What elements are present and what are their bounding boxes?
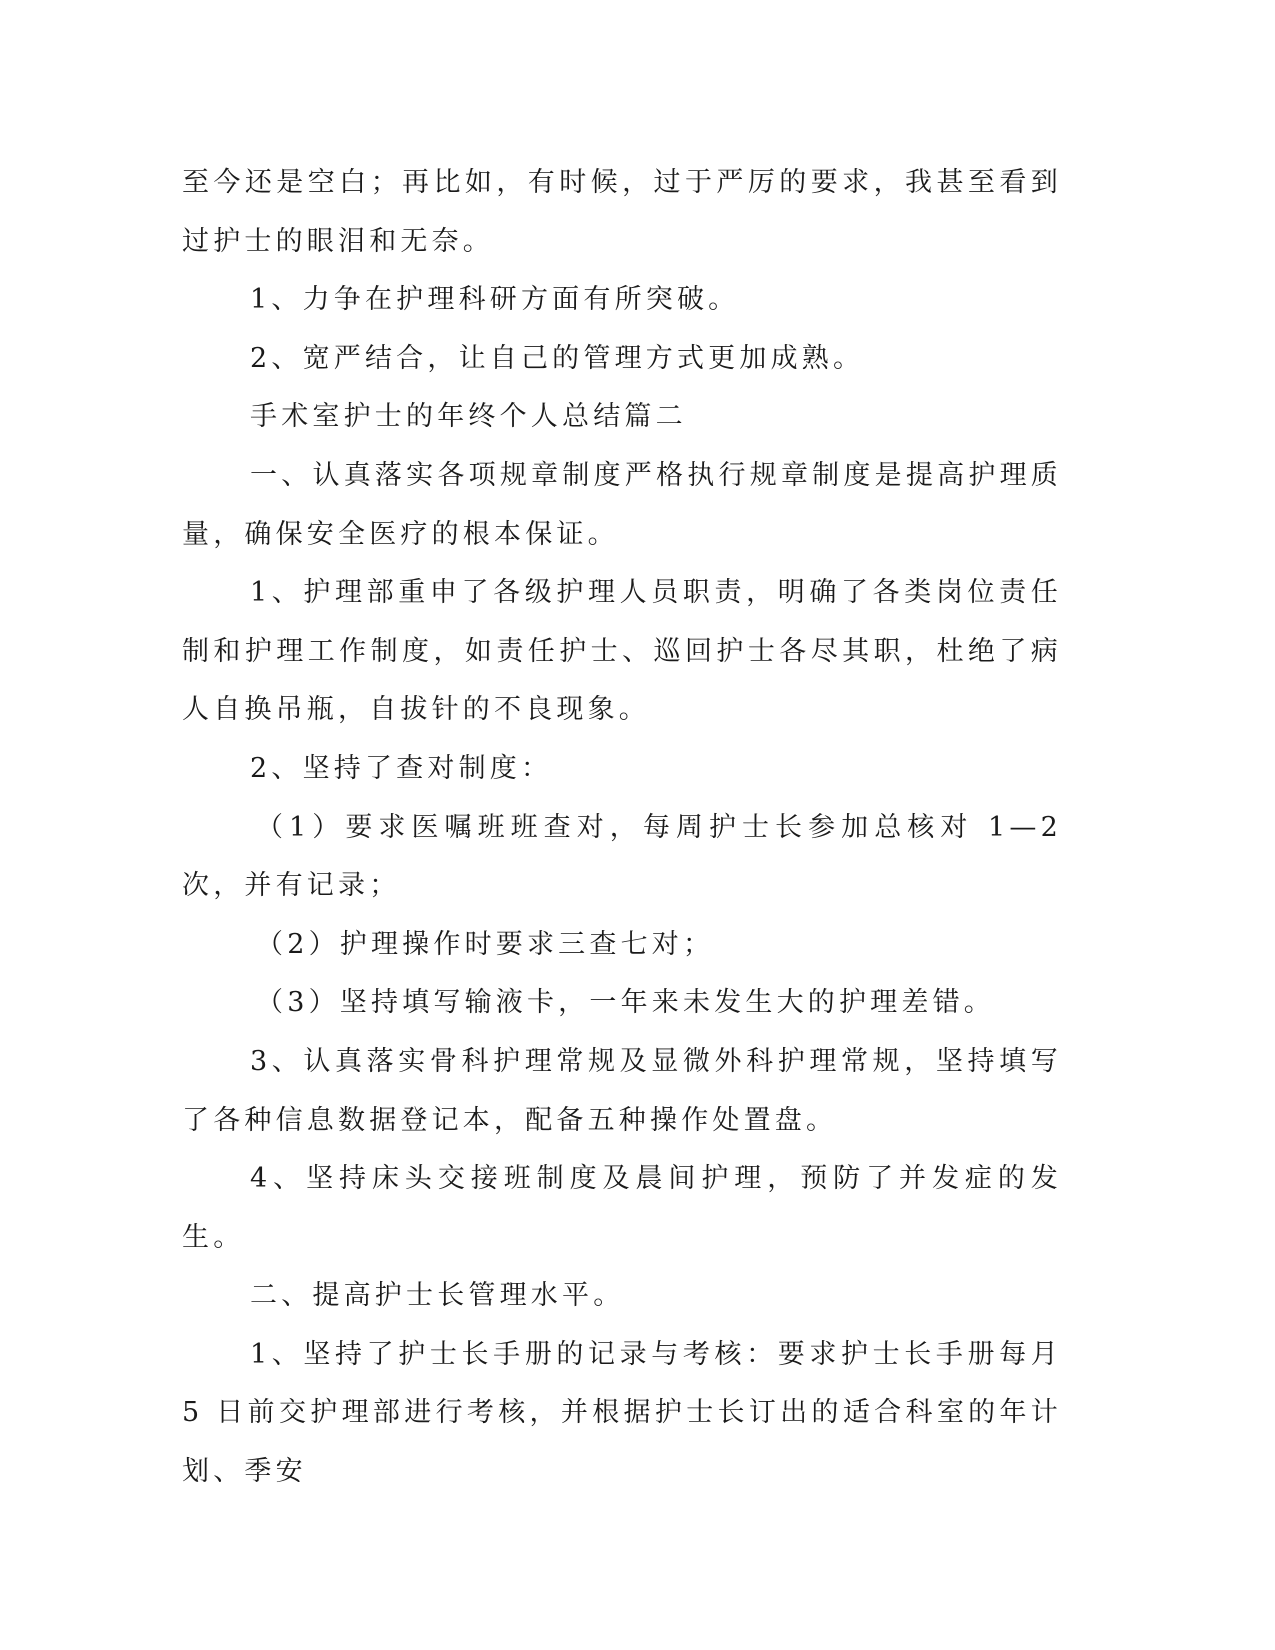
sub-list-item: （2）护理操作时要求三查七对； [256, 928, 715, 960]
list-item: 4、坚持床头交接班制度及晨间护理，预防了并发症的发生。 [182, 1163, 1062, 1253]
list-item: 1、坚持了护士长手册的记录与考核：要求护士长手册每月 5 日前交护理部进行考核，并根据护士长订出的适合科室的年计划、季安 [182, 1338, 1062, 1488]
list-item: 2、宽严结合，让自己的管理方式更加成熟。 [250, 342, 865, 374]
section-point: 一、认真落实各项规章制度严格执行规章制度是提高护理质量，确保安全医疗的根本保证。 [182, 459, 1062, 550]
section-point: 二、提高护士长管理水平。 [250, 1280, 625, 1312]
sub-list-item: （3）坚持填写输液卡，一年来未发生大的护理差错。 [256, 987, 995, 1019]
document-body [182, 154, 1062, 1502]
list-item: 2、坚持了查对制度： [250, 752, 553, 784]
list-item: 3、认真落实骨科护理常规及显微外科护理常规，坚持填写了各种信息数据登记本，配备五种操作处置盘。 [182, 1045, 1062, 1136]
list-item: 1、护理部重申了各级护理人员职责，明确了各类岗位责任制和护理工作制度，如责任护士、巡回护士各尽其职，杜绝了病人自换吊瓶，自拔针的不良现象。 [182, 577, 1062, 726]
sub-list-item: （1）要求医嘱班班查对，每周护士长参加总核对 1—2 次，并有记录； [182, 811, 1062, 902]
section-heading: 手术室护士的年终个人总结篇二 [250, 401, 687, 433]
paragraph-continuation: 至今还是空白；再比如，有时候，过于严厉的要求，我甚至看到过护士的眼泪和无奈。 [182, 167, 1062, 257]
list-item: 1、力争在护理科研方面有所突破。 [250, 284, 740, 316]
